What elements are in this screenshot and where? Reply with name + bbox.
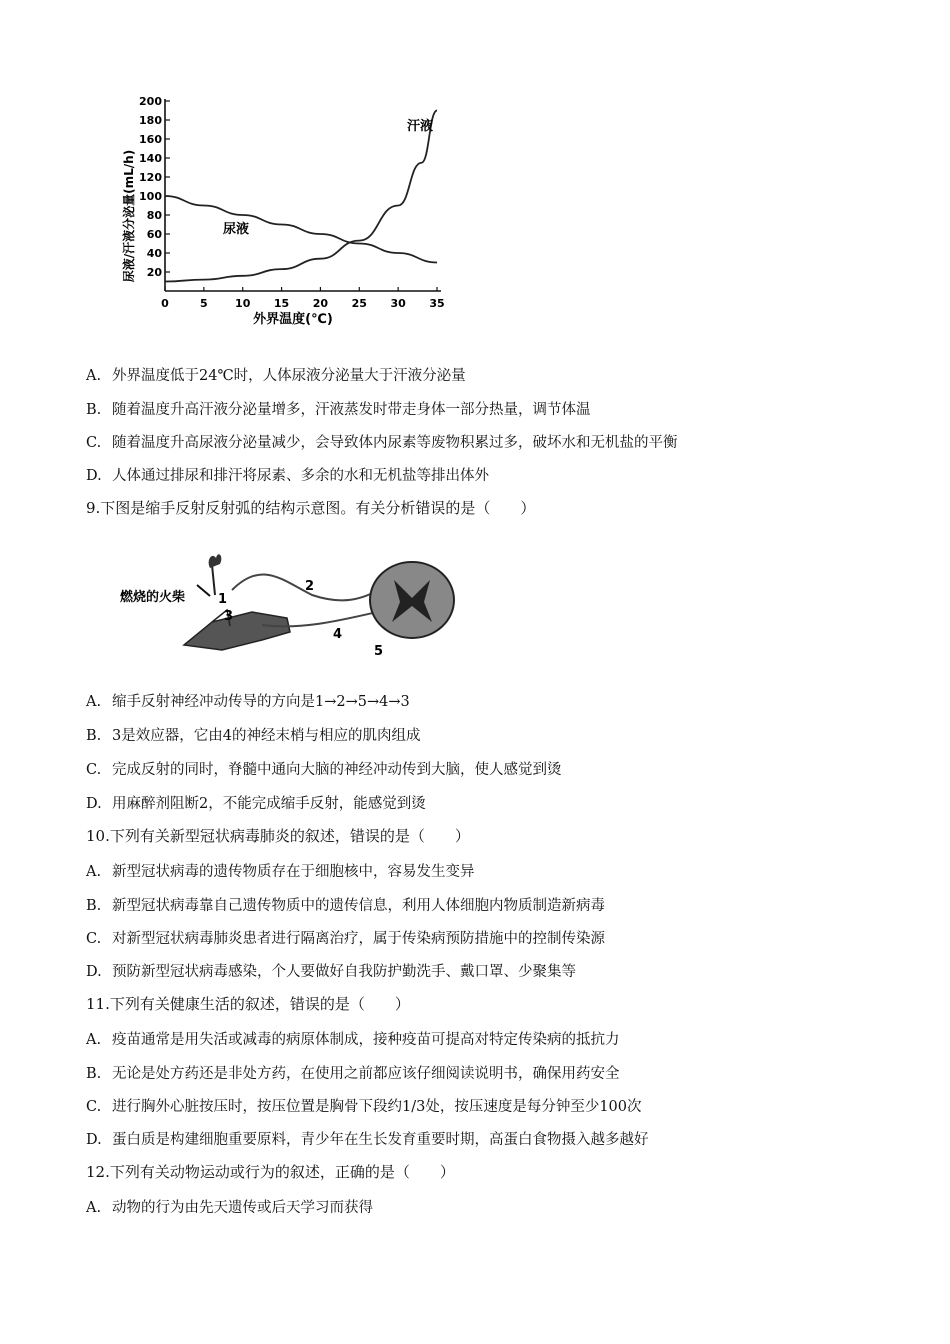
- q11-option-c: [86, 1095, 642, 1116]
- q10-stem: 10.下列有关新型冠状病毒肺炎的叙述，错误的是（ ）: [86, 827, 470, 845]
- y-tick-label: 200: [139, 95, 162, 108]
- q8-option-a: [86, 364, 466, 385]
- figure-number-1: 1: [218, 592, 228, 607]
- option-text: 对新型冠状病毒肺炎患者进行隔离治疗，属于传染病预防措施中的控制传染源: [112, 931, 605, 947]
- option-text: 新型冠状病毒靠自己遗传物质中的遗传信息，利用人体细胞内物质制造新病毒: [112, 898, 605, 914]
- q8-option-c: [86, 431, 678, 452]
- y-tick-label: 120: [139, 171, 162, 184]
- x-tick-label: 35: [429, 297, 445, 310]
- series-label-sweat: 汗液: [407, 119, 434, 134]
- q9-option-b: [86, 724, 420, 745]
- q11-option-d: [86, 1128, 649, 1149]
- x-tick-label: 30: [390, 297, 406, 310]
- option-text: 外界温度低于24℃时，人体尿液分泌量大于汗液分泌量: [112, 368, 466, 384]
- q12-option-a: [86, 1196, 373, 1217]
- x-tick-label: 15: [273, 297, 290, 310]
- secretion-temperature-chart: [115, 88, 485, 338]
- option-letter: D.: [86, 964, 102, 980]
- figure-number-4: 4: [333, 627, 343, 642]
- y-tick-label: 140: [139, 152, 162, 165]
- option-text: 动物的行为由先天遗传或后天学习而获得: [112, 1200, 373, 1216]
- option-text: 预防新型冠状病毒感染，个人要做好自我防护勤洗手、戴口罩、少聚集等: [112, 964, 576, 980]
- q11-option-b: [86, 1062, 620, 1083]
- option-letter: D.: [86, 1132, 102, 1148]
- option-text: 3是效应器，它由4的神经末梢与相应的肌肉组成: [112, 728, 421, 744]
- y-tick-label: 60: [146, 228, 162, 241]
- option-text: 人体通过排尿和排汗将尿素、多余的水和无机盐等排出体外: [112, 468, 489, 484]
- x-tick-label: 20: [312, 297, 329, 310]
- option-text: 完成反射的同时，脊髓中通向大脑的神经冲动传到大脑，使人感觉到烫: [112, 762, 562, 778]
- flame-icon: [209, 554, 222, 568]
- q11-option-a: [86, 1028, 620, 1049]
- option-letter: D.: [86, 796, 102, 812]
- figure-number-2: 2: [305, 579, 315, 594]
- q10-option-d: [86, 960, 576, 981]
- option-letter: B.: [86, 1066, 102, 1082]
- option-text: 缩手反射神经冲动传导的方向是1→2→5→4→3: [112, 694, 410, 710]
- q9-option-c: [86, 758, 562, 779]
- option-text: 蛋白质是构建细胞重要原料，青少年在生长发育重要时期，高蛋白食物摄入越多越好: [112, 1132, 649, 1148]
- option-text: 随着温度升高汗液分泌量增多，汗液蒸发时带走身体一部分热量，调节体温: [112, 402, 591, 418]
- reflex-arc-figure: [112, 540, 472, 665]
- q10-option-b: [86, 894, 605, 915]
- hand-shape: [184, 612, 290, 650]
- match-stick: [212, 565, 215, 595]
- option-letter: A.: [86, 694, 102, 710]
- option-text: 无论是处方药还是非处方药，在使用之前都应该仔细阅读说明书，确保用药安全: [112, 1066, 620, 1082]
- option-letter: A.: [86, 368, 102, 384]
- figure-number-3: 3: [224, 609, 234, 624]
- y-tick-label: 80: [146, 209, 162, 222]
- option-letter: D.: [86, 468, 102, 484]
- match-label: 燃烧的火柴: [120, 590, 186, 605]
- q10-option-a: [86, 860, 475, 881]
- option-text: 新型冠状病毒的遗传物质存在于细胞核中，容易发生变异: [112, 864, 475, 880]
- q8-option-d: [86, 464, 489, 485]
- y-tick-label: 180: [139, 114, 162, 127]
- q12-stem: 12.下列有关动物运动或行为的叙述，正确的是（ ）: [86, 1163, 455, 1181]
- series-label-urine: 尿液: [223, 222, 250, 237]
- y-axis-label: 尿液/汗液分泌量(mL/h): [122, 149, 136, 283]
- option-text: 疫苗通常是用失活或减毒的病原体制成，接种疫苗可提高对特定传染病的抵抗力: [112, 1032, 620, 1048]
- x-tick-label: 0: [161, 297, 169, 310]
- q9-option-a: [86, 690, 410, 711]
- chart-series: [165, 111, 437, 282]
- option-letter: A.: [86, 1200, 102, 1216]
- x-tick-label: 25: [351, 297, 367, 310]
- option-letter: C.: [86, 1099, 102, 1115]
- option-letter: C.: [86, 435, 102, 451]
- option-letter: B.: [86, 728, 102, 744]
- q9-option-d: [86, 792, 426, 813]
- y-tick-label: 160: [139, 133, 162, 146]
- y-tick-label: 100: [139, 190, 162, 203]
- option-letter: B.: [86, 898, 102, 914]
- x-axis-label: 外界温度(℃): [253, 312, 333, 327]
- q11-stem: 11.下列有关健康生活的叙述，错误的是（ ）: [86, 995, 410, 1013]
- option-letter: B.: [86, 402, 102, 418]
- option-text: 用麻醉剂阻断2，不能完成缩手反射，能感觉到烫: [112, 796, 426, 812]
- y-tick-label: 20: [146, 266, 162, 279]
- q10-option-c: [86, 927, 605, 948]
- option-text: 随着温度升高尿液分泌量减少，会导致体内尿素等废物积累过多，破坏水和无机盐的平衡: [112, 435, 678, 451]
- option-letter: C.: [86, 762, 102, 778]
- q9-stem: 9.下图是缩手反射反射弧的结构示意图。有关分析错误的是（ ）: [86, 499, 536, 517]
- option-letter: A.: [86, 1032, 102, 1048]
- option-text: 进行胸外心脏按压时，按压位置是胸骨下段约1/3处，按压速度是每分钟至少100次: [112, 1099, 642, 1115]
- option-letter: A.: [86, 864, 102, 880]
- sweat-curve: [165, 111, 437, 282]
- label-arrow: [197, 585, 210, 596]
- x-tick-label: 5: [200, 297, 208, 310]
- figure-number-5: 5: [374, 644, 384, 659]
- q8-option-b: [86, 398, 591, 419]
- y-tick-label: 40: [146, 247, 162, 260]
- option-letter: C.: [86, 931, 102, 947]
- x-tick-label: 10: [235, 297, 251, 310]
